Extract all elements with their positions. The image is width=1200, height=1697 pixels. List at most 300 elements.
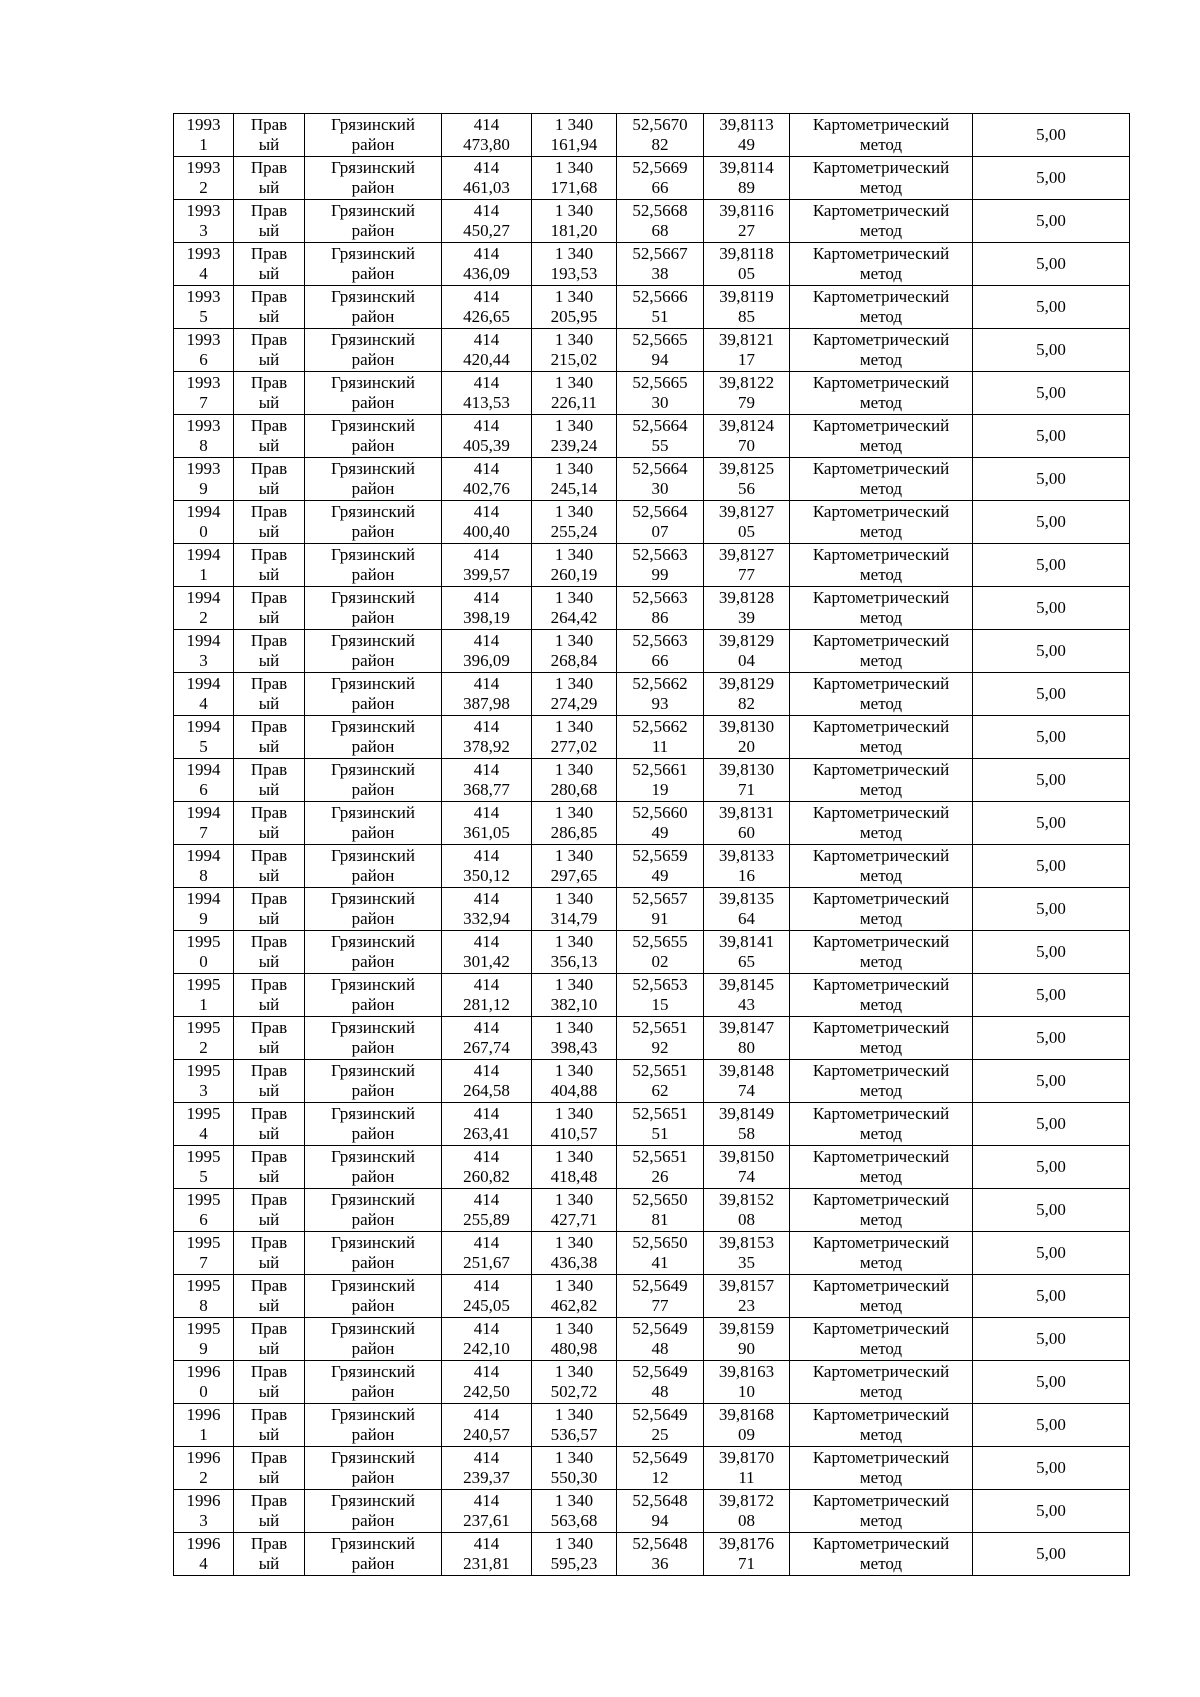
district-line-2: район [351,393,395,412]
district-line-1: Грязинский [331,889,415,908]
coord-y-line-1: 1 340 [554,975,594,994]
accuracy-cell: 5,00 [973,1275,1130,1318]
district-line-1: Грязинский [331,502,415,521]
bank-side-line-2: ый [258,1425,280,1444]
table-row [174,200,1130,243]
accuracy-cell: 5,00 [973,630,1130,673]
table-row [174,1060,1130,1103]
latitude-line-2: 82 [651,135,669,154]
longitude-cell [704,1189,790,1232]
coord-x-cell [442,931,532,974]
longitude-line-2: 77 [738,565,755,584]
longitude-cell [704,415,790,458]
coord-x-cell [442,415,532,458]
longitude-line-2: 71 [738,780,755,799]
district-cell [305,1318,442,1361]
coord-x-line-2: 436,09 [463,264,510,283]
coord-y-cell [532,1318,617,1361]
point-number-cell [174,845,234,888]
latitude-line-2: 62 [651,1081,669,1100]
latitude-line-2: 07 [651,522,669,541]
longitude-line-2: 89 [738,178,755,197]
district-cell [305,630,442,673]
district-line-2: район [351,694,395,713]
point-number-line-1: 1993 [186,373,221,392]
coord-y-cell [532,1361,617,1404]
point-number-cell [174,243,234,286]
coord-x-line-1: 414 [473,287,500,306]
method-line-1: Картометрический [812,631,950,650]
coord-x-line-2: 378,92 [463,737,510,756]
district-line-2: район [351,651,395,670]
latitude-cell [617,114,704,157]
coord-x-line-1: 414 [473,502,500,521]
longitude-cell [704,544,790,587]
coord-y-line-1: 1 340 [554,932,594,951]
latitude-cell [617,1103,704,1146]
method-line-2: метод [859,1253,903,1272]
accuracy-cell: 5,00 [973,1189,1130,1232]
longitude-line-1: 39,8170 [718,1448,775,1467]
method-cell [790,1318,973,1361]
latitude-line-1: 52,5650 [632,1190,688,1209]
coord-x-line-1: 414 [473,588,500,607]
accuracy-cell: 5,00 [973,931,1130,974]
accuracy-cell: 5,00 [973,243,1130,286]
bank-side-cell [234,587,305,630]
bank-side-line-1: Прав [250,1534,288,1553]
coord-y-line-2: 245,14 [550,479,598,498]
bank-side-line-1: Прав [250,545,288,564]
coord-x-line-1: 414 [473,1319,500,1338]
point-number-line-1: 1996 [186,1405,221,1424]
accuracy-cell: 5,00 [973,1318,1130,1361]
method-line-2: метод [859,178,903,197]
latitude-line-2: 02 [651,952,669,971]
longitude-cell [704,1232,790,1275]
latitude-cell [617,1404,704,1447]
coord-y-line-2: 193,53 [550,264,598,283]
method-line-1: Картометрический [812,1491,950,1510]
method-cell [790,974,973,1017]
latitude-line-2: 66 [651,178,669,197]
coord-x-line-2: 450,27 [463,221,510,240]
point-number-cell [174,1275,234,1318]
method-line-2: метод [859,1167,903,1186]
bank-side-line-1: Прав [250,287,288,306]
latitude-cell [617,200,704,243]
method-cell [790,157,973,200]
coord-x-cell [442,1017,532,1060]
district-cell [305,1017,442,1060]
longitude-line-2: 64 [738,909,755,928]
bank-side-line-2: ый [258,1124,280,1143]
method-line-1: Картометрический [812,1362,950,1381]
method-cell [790,716,973,759]
longitude-line-2: 17 [738,350,755,369]
accuracy-cell: 5,00 [973,802,1130,845]
coord-x-cell [442,1103,532,1146]
coord-y-line-2: 280,68 [550,780,598,799]
point-number-line-2: 3 [199,1081,208,1100]
method-cell [790,630,973,673]
coord-y-line-2: 436,38 [550,1253,598,1272]
longitude-line-2: 08 [738,1210,755,1229]
method-line-2: метод [859,221,903,240]
coord-x-cell [442,1275,532,1318]
coord-y-line-1: 1 340 [554,588,594,607]
point-number-cell [174,1490,234,1533]
longitude-cell [704,501,790,544]
coord-y-line-1: 1 340 [554,330,594,349]
district-cell [305,802,442,845]
latitude-line-1: 52,5660 [632,803,688,822]
latitude-line-1: 52,5648 [632,1534,688,1553]
district-line-1: Грязинский [331,1276,415,1295]
latitude-line-1: 52,5666 [632,287,688,306]
method-cell [790,1189,973,1232]
coord-y-line-2: 418,48 [550,1167,598,1186]
method-line-1: Картометрический [812,1319,950,1338]
district-line-1: Грязинский [331,1534,415,1553]
point-number-line-1: 1994 [186,889,221,908]
latitude-cell [617,1490,704,1533]
coord-x-line-1: 414 [473,244,500,263]
method-line-2: метод [859,608,903,627]
point-number-line-1: 1993 [186,287,221,306]
bank-side-line-2: ый [258,1554,280,1573]
latitude-cell [617,1060,704,1103]
district-line-2: район [351,608,395,627]
coord-y-line-1: 1 340 [554,1104,594,1123]
longitude-line-1: 39,8168 [718,1405,775,1424]
latitude-line-2: 48 [651,1382,669,1401]
method-line-2: метод [859,866,903,885]
bank-side-cell [234,1447,305,1490]
coord-y-line-1: 1 340 [554,846,594,865]
latitude-cell [617,759,704,802]
longitude-line-2: 20 [738,737,755,756]
latitude-line-1: 52,5655 [632,932,688,951]
bank-side-cell [234,630,305,673]
district-line-1: Грязинский [331,1104,415,1123]
coord-y-line-1: 1 340 [554,115,594,134]
latitude-line-2: 48 [651,1339,669,1358]
longitude-line-1: 39,8147 [718,1018,775,1037]
point-number-line-1: 1993 [186,201,221,220]
district-cell [305,1103,442,1146]
bank-side-line-2: ый [258,780,280,799]
coord-x-line-1: 414 [473,373,500,392]
longitude-line-1: 39,8135 [718,889,775,908]
coord-y-cell [532,157,617,200]
longitude-cell [704,587,790,630]
point-number-cell [174,1017,234,1060]
coord-y-cell [532,802,617,845]
point-number-line-1: 1995 [186,1018,221,1037]
coord-y-line-1: 1 340 [554,803,594,822]
method-line-1: Картометрический [812,846,950,865]
district-line-2: район [351,952,395,971]
accuracy-cell: 5,00 [973,1146,1130,1189]
point-number-line-2: 2 [199,1038,208,1057]
latitude-cell [617,845,704,888]
coord-x-line-1: 414 [473,803,500,822]
district-line-2: район [351,1511,395,1530]
coord-x-line-1: 414 [473,1104,500,1123]
latitude-line-1: 52,5649 [632,1319,688,1338]
coord-x-line-1: 414 [473,201,500,220]
method-line-1: Картометрический [812,760,950,779]
table-row [174,888,1130,931]
coord-x-cell [442,1533,532,1576]
coord-x-cell [442,1490,532,1533]
district-line-1: Грязинский [331,846,415,865]
table-row [174,931,1130,974]
bank-side-line-1: Прав [250,975,288,994]
coord-y-cell [532,243,617,286]
coord-x-line-1: 414 [473,1276,500,1295]
latitude-line-1: 52,5659 [632,846,688,865]
coord-y-cell [532,1103,617,1146]
district-line-1: Грязинский [331,975,415,994]
latitude-cell [617,458,704,501]
method-cell [790,372,973,415]
bank-side-line-1: Прав [250,201,288,220]
method-line-1: Картометрический [812,717,950,736]
bank-side-cell [234,157,305,200]
bank-side-line-2: ый [258,1296,280,1315]
district-cell [305,1533,442,1576]
point-number-cell [174,1232,234,1275]
longitude-line-2: 56 [738,479,755,498]
accuracy-cell: 5,00 [973,1533,1130,1576]
coord-x-line-2: 361,05 [463,823,510,842]
bank-side-line-2: ый [258,1511,280,1530]
method-line-2: метод [859,1339,903,1358]
bank-side-line-2: ый [258,608,280,627]
district-cell [305,974,442,1017]
point-number-line-2: 5 [199,1167,208,1186]
latitude-line-1: 52,5651 [632,1147,688,1166]
method-line-1: Картометрический [812,330,950,349]
district-cell [305,1275,442,1318]
coord-x-line-1: 414 [473,932,500,951]
district-cell [305,372,442,415]
point-number-line-1: 1993 [186,115,221,134]
method-line-1: Картометрический [812,1018,950,1037]
bank-side-cell [234,1490,305,1533]
bank-side-cell [234,1232,305,1275]
point-number-line-2: 6 [199,1210,208,1229]
latitude-line-1: 52,5668 [632,201,688,220]
accuracy-cell: 5,00 [973,1490,1130,1533]
longitude-line-1: 39,8152 [718,1190,775,1209]
method-cell [790,759,973,802]
longitude-line-2: 09 [738,1425,755,1444]
coord-y-cell [532,845,617,888]
district-line-2: район [351,565,395,584]
point-number-line-2: 8 [199,436,208,455]
longitude-line-2: 08 [738,1511,755,1530]
district-line-2: район [351,909,395,928]
latitude-line-1: 52,5665 [632,373,688,392]
latitude-cell [617,1232,704,1275]
longitude-line-2: 82 [738,694,755,713]
latitude-line-1: 52,5651 [632,1061,688,1080]
coord-x-line-1: 414 [473,158,500,177]
bank-side-cell [234,802,305,845]
district-cell [305,1404,442,1447]
bank-side-line-2: ый [258,479,280,498]
coord-x-line-2: 350,12 [463,866,510,885]
point-number-line-2: 6 [199,350,208,369]
coord-x-line-2: 387,98 [463,694,510,713]
bank-side-cell [234,415,305,458]
coord-y-line-2: 427,71 [550,1210,598,1229]
district-line-1: Грязинский [331,1018,415,1037]
coord-x-line-2: 239,37 [463,1468,510,1487]
district-line-2: район [351,780,395,799]
accuracy-cell: 5,00 [973,1017,1130,1060]
latitude-line-2: 51 [651,1124,669,1143]
longitude-cell [704,1490,790,1533]
method-cell [790,200,973,243]
method-cell [790,1361,973,1404]
bank-side-line-2: ый [258,393,280,412]
bank-side-line-1: Прав [250,1448,288,1467]
latitude-line-1: 52,5664 [632,416,688,435]
longitude-line-1: 39,8157 [718,1276,775,1295]
district-line-1: Грязинский [331,158,415,177]
longitude-line-1: 39,8122 [718,373,775,392]
bank-side-line-1: Прав [250,1276,288,1295]
latitude-line-1: 52,5664 [632,459,688,478]
coord-y-line-2: 462,82 [550,1296,598,1315]
district-line-2: район [351,823,395,842]
accuracy-cell: 5,00 [973,845,1130,888]
district-line-2: район [351,1124,395,1143]
method-cell [790,415,973,458]
bank-side-cell [234,845,305,888]
bank-side-line-2: ый [258,1167,280,1186]
district-line-1: Грязинский [331,330,415,349]
point-number-line-1: 1995 [186,1233,221,1252]
district-cell [305,329,442,372]
method-line-2: метод [859,1468,903,1487]
district-line-1: Грязинский [331,459,415,478]
coord-x-cell [442,372,532,415]
point-number-line-2: 6 [199,780,208,799]
longitude-line-1: 39,8149 [718,1104,775,1123]
district-cell [305,845,442,888]
table-row [174,1232,1130,1275]
district-line-2: район [351,1081,395,1100]
point-number-cell [174,1103,234,1146]
point-number-cell [174,974,234,1017]
coord-y-cell [532,114,617,157]
bank-side-cell [234,673,305,716]
coord-x-line-1: 414 [473,416,500,435]
point-number-line-1: 1994 [186,717,221,736]
point-number-line-2: 8 [199,866,208,885]
district-line-1: Грязинский [331,1448,415,1467]
method-cell [790,544,973,587]
point-number-line-2: 7 [199,1253,208,1272]
method-line-1: Картометрический [812,1233,950,1252]
point-number-line-1: 1993 [186,330,221,349]
latitude-line-1: 52,5662 [632,717,688,736]
longitude-line-1: 39,8127 [718,502,775,521]
method-line-1: Картометрический [812,244,950,263]
method-line-2: метод [859,393,903,412]
table-row [174,544,1130,587]
accuracy-cell: 5,00 [973,114,1130,157]
bank-side-line-2: ый [258,1253,280,1272]
coord-x-cell [442,1361,532,1404]
point-number-line-2: 0 [199,952,208,971]
district-cell [305,1447,442,1490]
district-line-2: район [351,436,395,455]
longitude-line-1: 39,8127 [718,545,775,564]
coord-y-cell [532,1060,617,1103]
method-line-2: метод [859,135,903,154]
district-cell [305,888,442,931]
point-number-line-1: 1994 [186,803,221,822]
coord-x-cell [442,501,532,544]
point-number-line-2: 3 [199,221,208,240]
longitude-line-1: 39,8148 [718,1061,775,1080]
method-line-1: Картометрический [812,201,950,220]
coord-y-line-2: 382,10 [550,995,598,1014]
accuracy-cell: 5,00 [973,501,1130,544]
longitude-line-1: 39,8119 [719,287,774,306]
point-number-line-2: 7 [199,393,208,412]
coord-x-cell [442,1232,532,1275]
coord-x-line-1: 414 [473,1534,500,1553]
latitude-line-2: 30 [651,479,669,498]
latitude-line-2: 77 [651,1296,669,1315]
accuracy-cell: 5,00 [973,1103,1130,1146]
longitude-cell [704,1447,790,1490]
bank-side-cell [234,372,305,415]
table-row [174,1275,1130,1318]
bank-side-line-1: Прав [250,158,288,177]
coord-x-line-2: 263,41 [463,1124,510,1143]
district-line-1: Грязинский [331,1362,415,1381]
bank-side-cell [234,501,305,544]
latitude-cell [617,1275,704,1318]
accuracy-cell: 5,00 [973,587,1130,630]
accuracy-cell: 5,00 [973,1447,1130,1490]
bank-side-line-1: Прав [250,631,288,650]
bank-side-line-2: ый [258,178,280,197]
bank-side-line-2: ый [258,1382,280,1401]
method-cell [790,243,973,286]
bank-side-cell [234,931,305,974]
method-line-2: метод [859,350,903,369]
latitude-line-1: 52,5649 [632,1405,688,1424]
bank-side-cell [234,329,305,372]
table-row [174,458,1130,501]
coord-x-cell [442,329,532,372]
coord-y-line-2: 274,29 [550,694,598,713]
point-number-line-2: 4 [199,264,208,283]
bank-side-line-1: Прав [250,244,288,263]
accuracy-cell: 5,00 [973,759,1130,802]
coord-x-line-2: 255,89 [463,1210,510,1229]
district-line-2: район [351,866,395,885]
